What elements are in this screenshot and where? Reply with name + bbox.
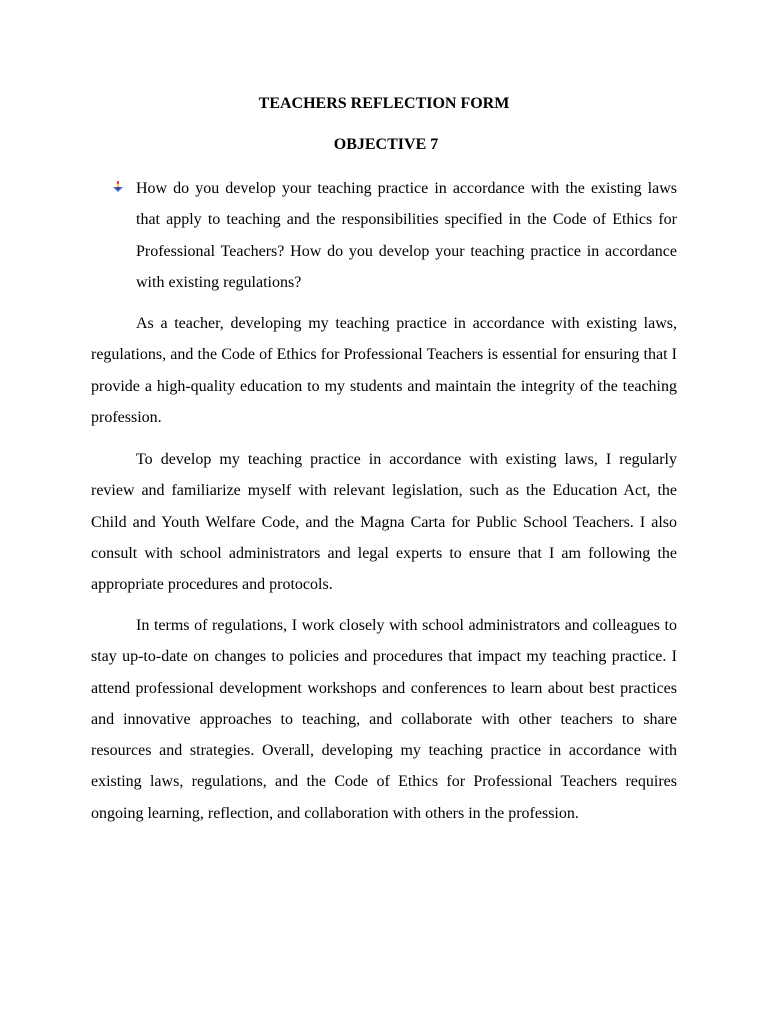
paragraph-2: To develop my teaching practice in accordance with existing laws, I regularly review and familiarize myself with relevant legislation, such as the Education Act, the Child and Youth Welfare Code, and the Magna Carta for Public School Teachers. I also consult with school administrators and legal experts to ensure that I am following the appropriate procedures and protocols. — [91, 451, 677, 594]
objective-heading: OBJECTIVE 7 — [333, 136, 439, 153]
paragraph-3: In terms of regulations, I work closely with school administrators and colleagues to stay up-to-date on changes to policies and procedures that impact my teaching practice. I attend professional development workshops and conferences to learn about best practices and innovative approaches to teaching, and collaborate with other teachers to share resources and strategies. Overall, developing my teaching practice in accordance with existing laws, regulations, and the Code of Ethics for Professional Teachers requires ongoing learning, reflection, and collaboration with others in the profession. — [91, 617, 677, 822]
paragraph-1: As a teacher, developing my teaching practice in accordance with existing laws, regulations, and the Code of Ethics for Professional Teachers is essential for ensuring that I provide a high-quality education to my students and maintain the integrity of the teaching profession. — [91, 315, 677, 426]
page-title: TEACHERS REFLECTION FORM — [258, 95, 510, 112]
arrow-down-bullet-icon — [112, 181, 124, 193]
question-text: How do you develop your teaching practice in accordance with the existing laws that apply to teaching and the responsibilities specified in the Code of Ethics for Professional Teachers? How do you develop your teaching practice in accordance with existing regulations? — [136, 180, 677, 291]
